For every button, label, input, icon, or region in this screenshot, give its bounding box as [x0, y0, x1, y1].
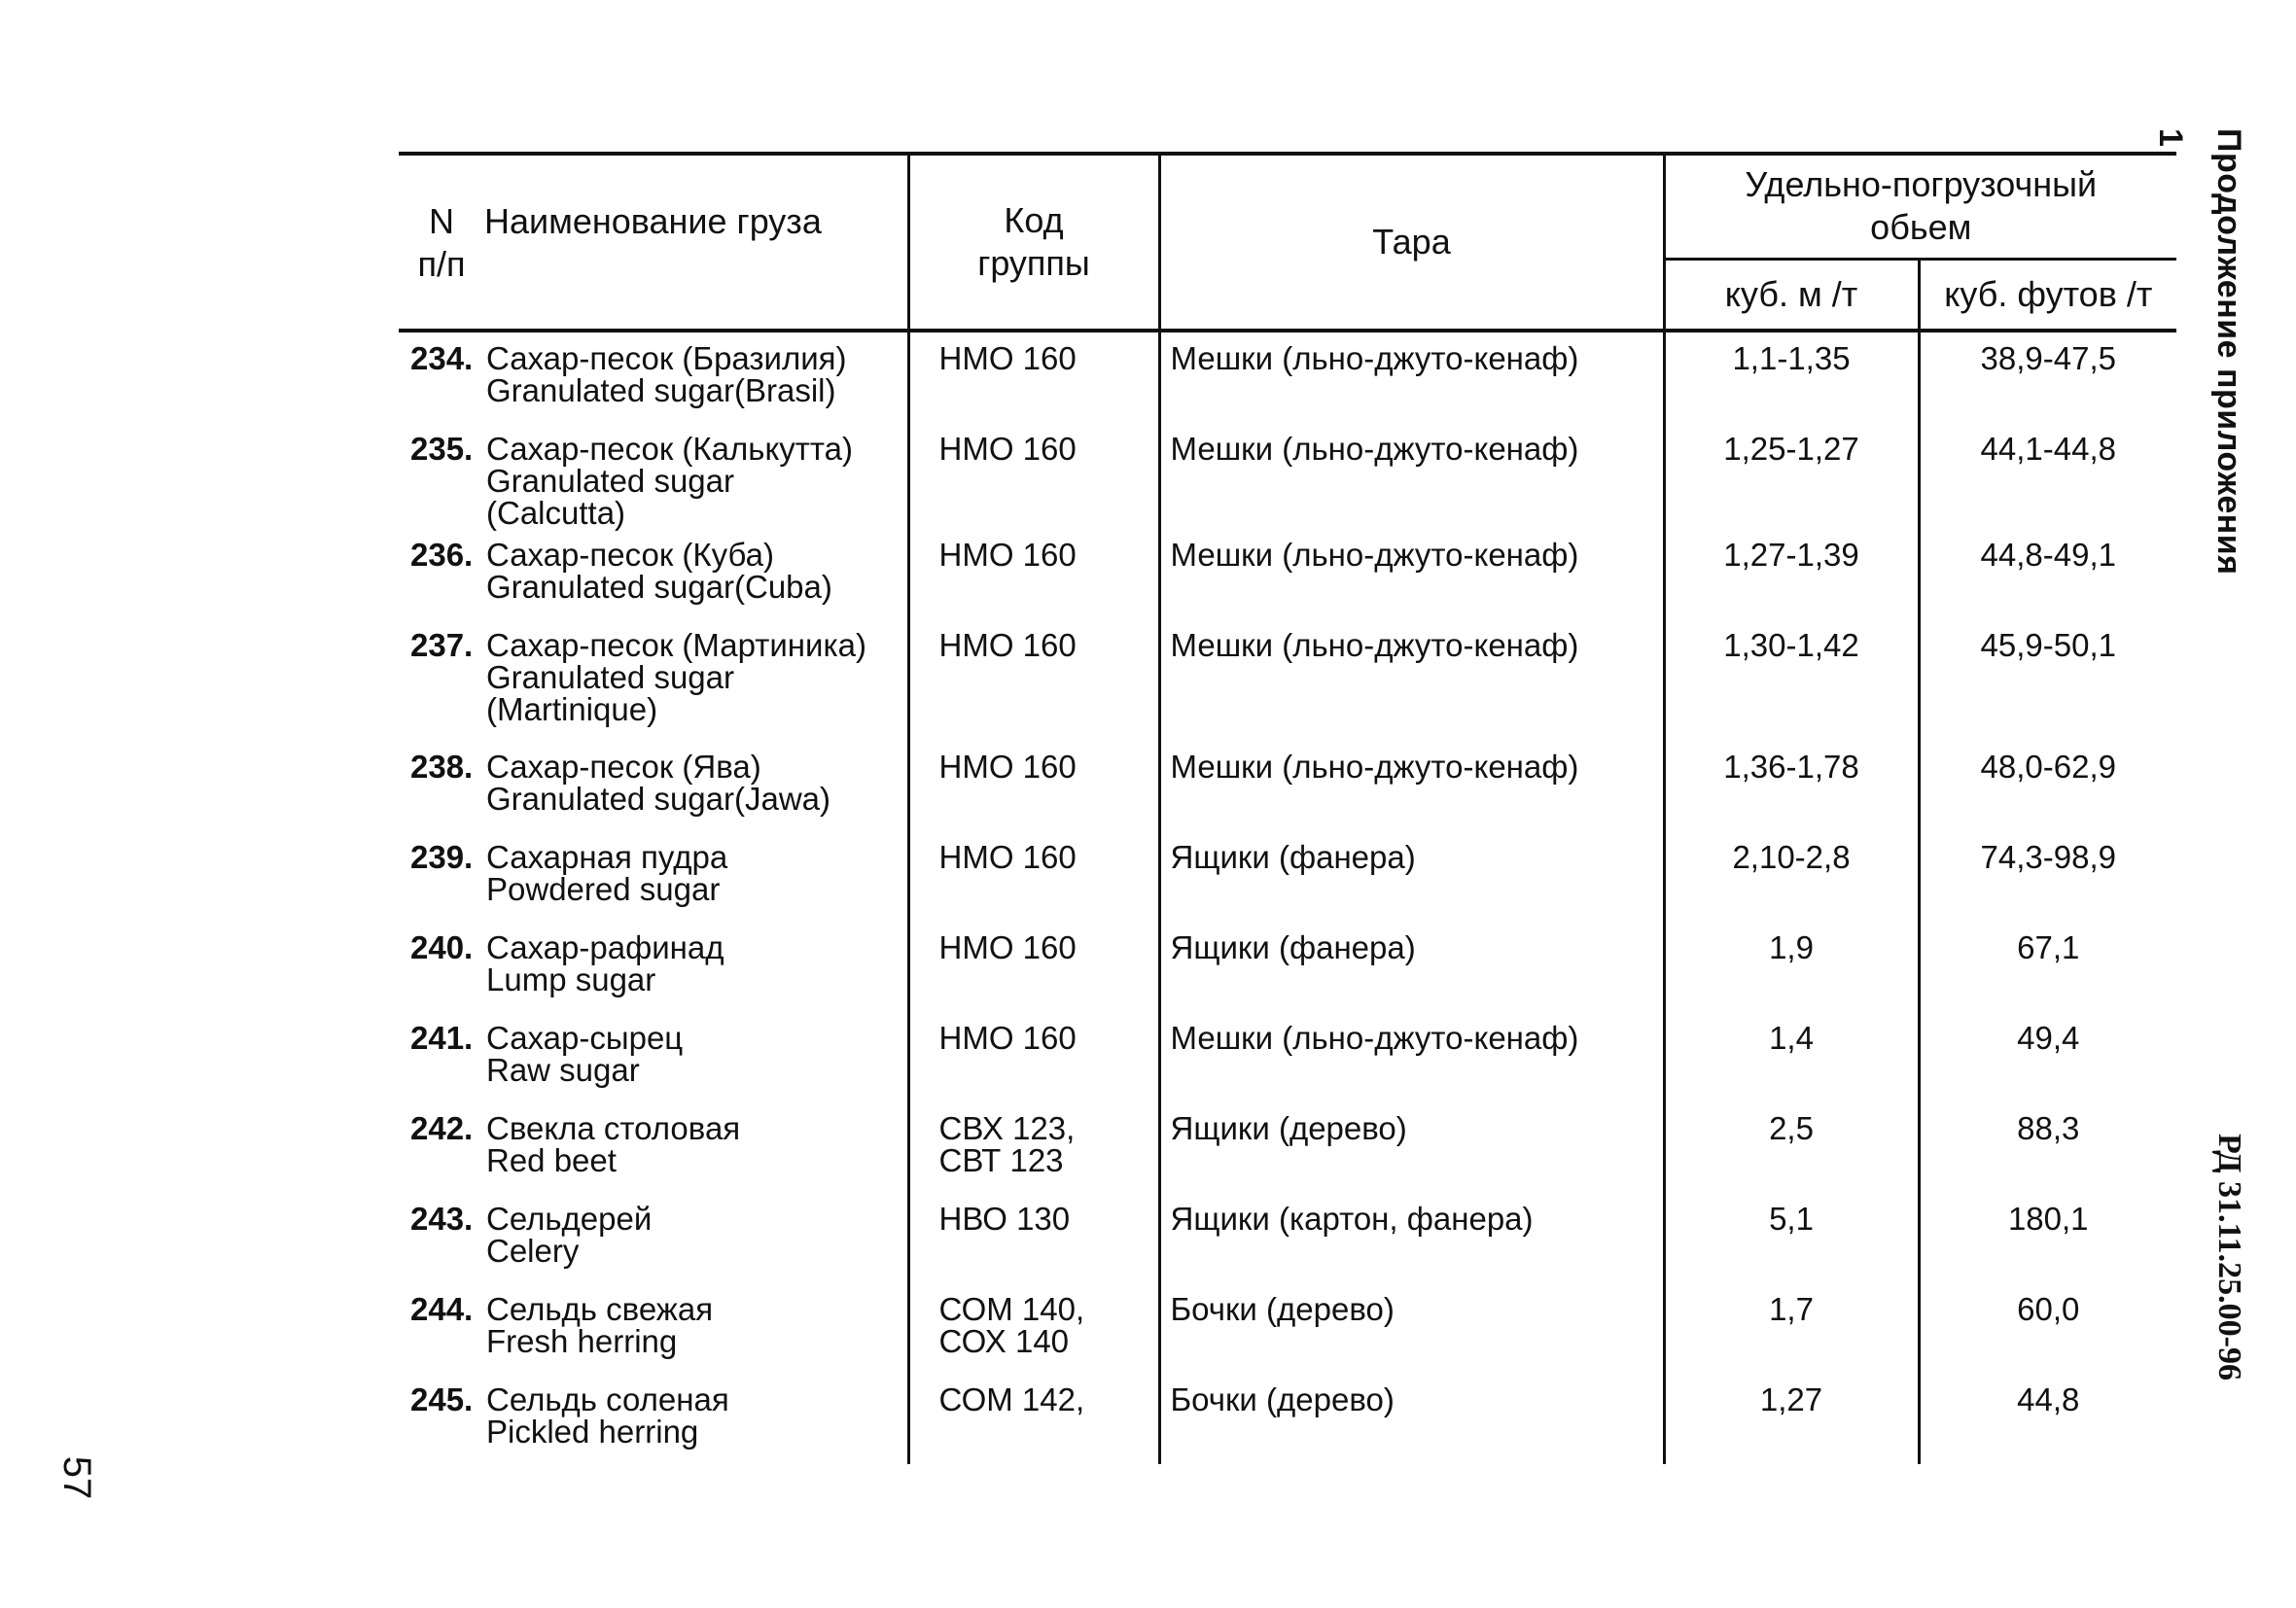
cargo-name-cell: [399, 1012, 908, 1102]
volume-ft3-cell: 44,1-44,8: [1980, 431, 2116, 467]
header-cargo-name: Наименование груза: [484, 201, 822, 241]
cargo-names: [486, 1022, 875, 1086]
tara-cell: Ящики (картон, фанера): [1159, 1193, 1664, 1283]
table-row: [399, 423, 2176, 529]
volume-ft3-cell: 45,9-50,1: [1980, 627, 2116, 663]
side-title: Продолжение приложения 1: [2152, 128, 2247, 576]
header-group-line1: Код: [1004, 200, 1064, 240]
row-number: 240.: [410, 929, 474, 965]
volume-m3-cell: 1,1-1,35: [1664, 331, 1919, 423]
table-row: [399, 831, 2176, 922]
tara-cell: Мешки (льно-джуто-кенаф): [1159, 741, 1664, 831]
volume-ft3-cell: 60,0: [2017, 1291, 2080, 1327]
cargo-name-en: Lump sugar: [486, 961, 656, 997]
group-code: НВО 130: [938, 1201, 1071, 1237]
cargo-names: [486, 433, 875, 529]
group-code-cell: [908, 1374, 1159, 1464]
group-code-cell: [908, 741, 1159, 831]
cargo-name-ru: Сельдь свежая: [486, 1291, 714, 1327]
cargo-names: [486, 841, 875, 905]
cargo-names: [486, 1112, 875, 1176]
row-number: 242.: [410, 1110, 474, 1146]
volume-ft3-cell: 44,8-49,1: [1980, 537, 2116, 573]
header-volume-cell: [1664, 154, 2176, 259]
header-tara: Тара: [1159, 154, 1664, 331]
cargo-name-cell: [399, 331, 908, 423]
cargo-name-en: Red beet: [486, 1142, 617, 1178]
tara-cell: Мешки (льно-джуто-кенаф): [1159, 331, 1664, 423]
cargo-name-ru: Сахар-песок (Куба): [486, 537, 775, 573]
group-code-cell: [908, 423, 1159, 529]
table-row: [399, 1374, 2176, 1464]
cargo-name-cell: [399, 831, 908, 922]
group-code-2: СВТ 123: [938, 1142, 1064, 1178]
volume-m3-cell: 1,30-1,42: [1664, 619, 1919, 741]
row-number: 234.: [410, 340, 474, 376]
row-number: 244.: [410, 1291, 474, 1327]
group-code: НМО 160: [938, 929, 1077, 965]
tara-cell: Бочки (дерево): [1159, 1283, 1664, 1374]
cargo-names: [486, 342, 875, 406]
table-row: [399, 1102, 2176, 1193]
document-code: РД 31.11.25.00-96: [2211, 1134, 2247, 1381]
group-code: СОМ 140,: [938, 1291, 1085, 1327]
table-row: [399, 619, 2176, 741]
volume-m3-cell: 2,10-2,8: [1664, 831, 1919, 922]
page-number: 57: [55, 1455, 98, 1500]
group-code-cell: [908, 619, 1159, 741]
cargo-names: [486, 1383, 875, 1448]
volume-m3-cell: 1,27-1,39: [1664, 529, 1919, 619]
cargo-name-ru: Сельдерей: [486, 1201, 653, 1237]
group-code-cell: [908, 922, 1159, 1012]
table-row: [399, 1012, 2176, 1102]
header-num-sub-label: п/п: [417, 244, 466, 284]
row-number: 245.: [410, 1381, 474, 1417]
group-code: НМО 160: [938, 839, 1077, 875]
cargo-name-cell: [399, 741, 908, 831]
cargo-name-ru: Сахар-песок (Калькутта): [486, 431, 853, 467]
cargo-name-ru: Свекла столовая: [486, 1110, 741, 1146]
cargo-names: [486, 931, 875, 996]
cargo-name-cell: [399, 922, 908, 1012]
tara-cell: Мешки (льно-джуто-кенаф): [1159, 1012, 1664, 1102]
cargo-name-ru: Сахар-песок (Бразилия): [486, 340, 847, 376]
cargo-name-cell: [399, 1102, 908, 1193]
cargo-name-cell: [399, 1193, 908, 1283]
tara-cell: Мешки (льно-джуто-кенаф): [1159, 423, 1664, 529]
volume-ft3-cell: 88,3: [2017, 1110, 2080, 1146]
cargo-names: [486, 629, 875, 725]
cargo-name-cell: [399, 423, 908, 529]
volume-ft3-cell: 67,1: [2017, 929, 2080, 965]
table-row: [399, 1283, 2176, 1374]
group-code-cell: [908, 529, 1159, 619]
cargo-names: [486, 1293, 875, 1357]
volume-m3-cell: 5,1: [1664, 1193, 1919, 1283]
group-code-cell: [908, 1193, 1159, 1283]
group-code: СВХ 123,: [938, 1110, 1076, 1146]
group-code: СОМ 142,: [938, 1381, 1085, 1417]
group-code: НМО 160: [938, 1020, 1077, 1056]
cargo-name-cell: [399, 529, 908, 619]
table-row: [399, 1193, 2176, 1283]
volume-ft3-cell: 44,8: [2017, 1381, 2080, 1417]
tara-cell: Ящики (фанера): [1159, 922, 1664, 1012]
row-number: 237.: [410, 627, 474, 663]
group-code-cell: [908, 1283, 1159, 1374]
table-row: [399, 741, 2176, 831]
cargo-name-cell: [399, 1374, 908, 1464]
cargo-name-cell: [399, 1283, 908, 1374]
header-volume-m3: куб. м /т: [1664, 259, 1919, 331]
group-code: НМО 160: [938, 749, 1077, 785]
cargo-name-en: Granulated sugar(Cuba): [486, 569, 832, 605]
group-code-cell: [908, 1102, 1159, 1193]
cargo-name-ru: Сахар-рафинад: [486, 929, 724, 965]
tara-cell: Мешки (льно-джуто-кенаф): [1159, 619, 1664, 741]
cargo-names: [486, 539, 875, 603]
cargo-name-ru: Сахарная пудра: [486, 839, 728, 875]
row-number: 236.: [410, 537, 474, 573]
cargo-name-cell: [399, 619, 908, 741]
volume-m3-cell: 1,25-1,27: [1664, 423, 1919, 529]
header-group-line2: группы: [977, 243, 1090, 283]
tara-cell: Мешки (льно-джуто-кенаф): [1159, 529, 1664, 619]
volume-ft3-cell: 49,4: [2017, 1020, 2080, 1056]
cargo-name-en: Raw sugar: [486, 1052, 640, 1088]
group-code-cell: [908, 331, 1159, 423]
table-row: [399, 922, 2176, 1012]
tara-cell: Ящики (дерево): [1159, 1102, 1664, 1193]
volume-ft3-cell: 38,9-47,5: [1980, 340, 2116, 376]
header-volume-line2: обьем: [1870, 207, 1972, 248]
group-code: НМО 160: [938, 627, 1077, 663]
group-code-2: СОХ 140: [938, 1323, 1070, 1359]
cargo-name-ru: Сахар-сырец: [486, 1020, 684, 1056]
volume-ft3-cell: 48,0-62,9: [1980, 749, 2116, 785]
volume-m3-cell: 1,27: [1664, 1374, 1919, 1464]
cargo-name-en: Pickled herring: [486, 1414, 699, 1450]
header-group-cell: [908, 154, 1159, 331]
cargo-name-en: Granulated sugar(Brasil): [486, 372, 836, 408]
row-number: 241.: [410, 1020, 474, 1056]
cargo-name-en: Powdered sugar: [486, 871, 721, 907]
row-number: 238.: [410, 749, 474, 785]
volume-m3-cell: 1,7: [1664, 1283, 1919, 1374]
cargo-name-ru: Сахар-песок (Мартиника): [486, 627, 866, 663]
group-code-cell: [908, 831, 1159, 922]
volume-ft3-cell: 180,1: [2007, 1201, 2089, 1237]
cargo-name-en: Granulated sugar(Jawa): [486, 781, 831, 817]
cargo-table: [399, 152, 2176, 1464]
table-row: [399, 331, 2176, 423]
cargo-name-en: Granulated sugar (Calcutta): [486, 463, 734, 531]
volume-m3-cell: 1,36-1,78: [1664, 741, 1919, 831]
header-num-label: N: [429, 201, 454, 241]
cargo-name-en: Granulated sugar: [486, 659, 734, 695]
volume-ft3-cell: 74,3-98,9: [1980, 839, 2116, 875]
volume-m3-cell: 2,5: [1664, 1102, 1919, 1193]
group-code: НМО 160: [938, 340, 1077, 376]
table-body: [399, 331, 2176, 1464]
cargo-names: [486, 751, 875, 815]
cargo-name-ru: Сахар-песок (Ява): [486, 749, 761, 785]
header-volume-ft3: куб. футов /т: [1919, 259, 2176, 331]
cargo-name-en: Celery: [486, 1233, 580, 1269]
volume-m3-cell: 1,4: [1664, 1012, 1919, 1102]
cargo-name-ru: Сельдь соленая: [486, 1381, 729, 1417]
group-code: НМО 160: [938, 431, 1077, 467]
group-code-cell: [908, 1012, 1159, 1102]
row-number: 243.: [410, 1201, 474, 1237]
volume-m3-cell: 1,9: [1664, 922, 1919, 1012]
cargo-name-en: Fresh herring: [486, 1323, 678, 1359]
header-volume-line1: Удельно-погрузочный: [1745, 164, 2098, 205]
tara-cell: Ящики (фанера): [1159, 831, 1664, 922]
table-row: [399, 529, 2176, 619]
row-number: 235.: [410, 431, 474, 467]
group-code: НМО 160: [938, 537, 1077, 573]
row-number: 239.: [410, 839, 474, 875]
cargo-name-en-cont: (Martinique): [486, 691, 658, 727]
tara-cell: Бочки (дерево): [1159, 1374, 1664, 1464]
header-name-cell: [399, 154, 908, 331]
cargo-names: [486, 1203, 875, 1267]
